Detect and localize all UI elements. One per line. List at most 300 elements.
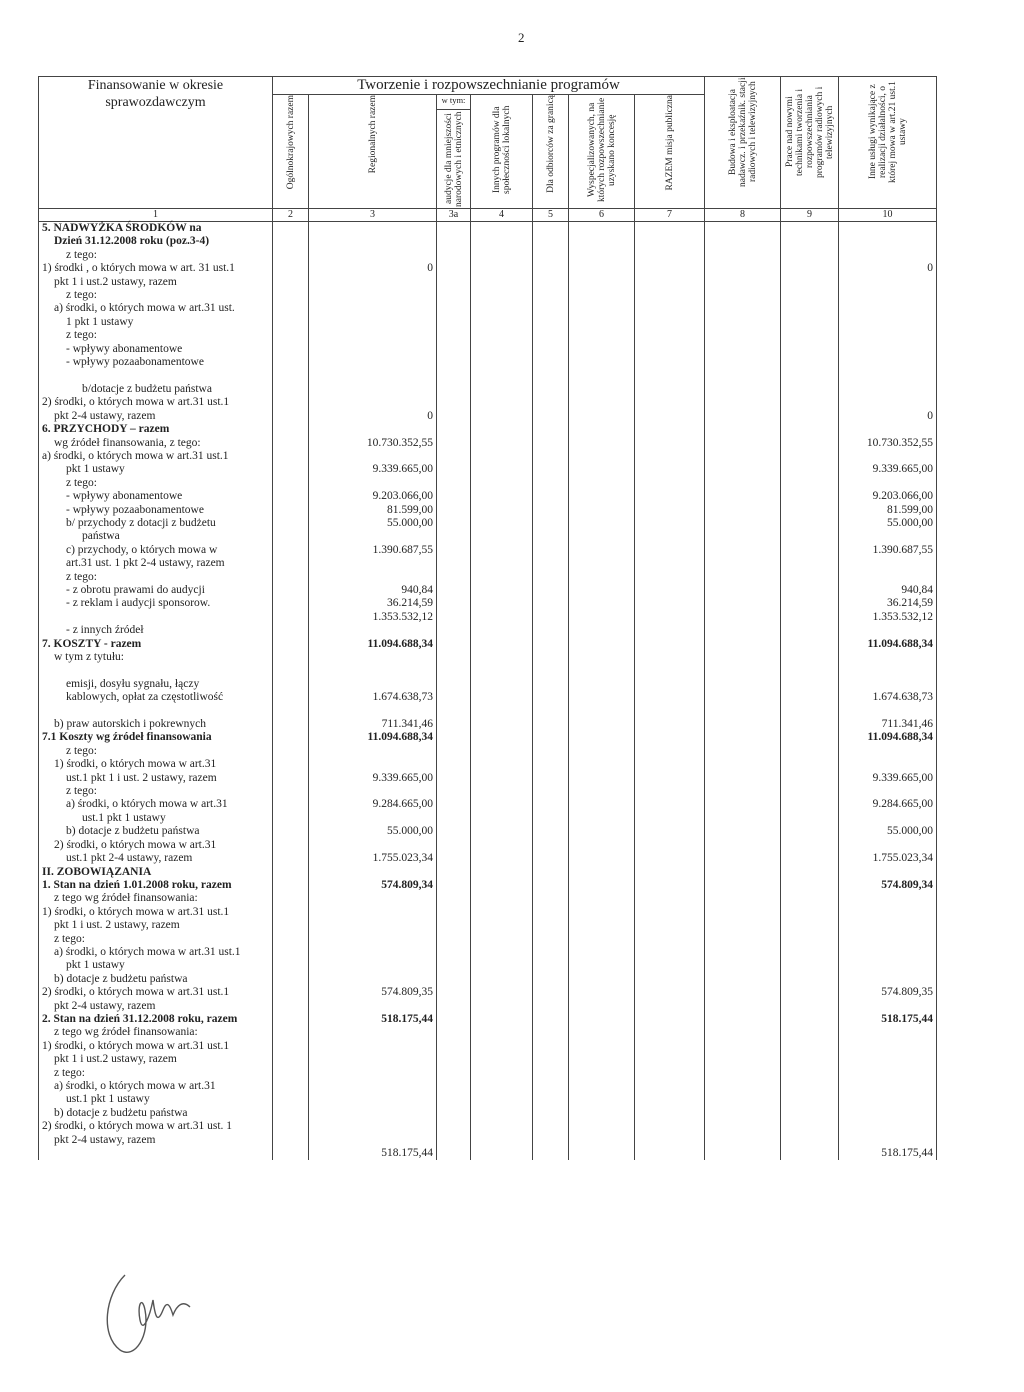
- empty-cell: [569, 1120, 635, 1133]
- empty-cell: [437, 798, 471, 811]
- row-label: z tego wg źródeł finansowania:: [39, 892, 273, 905]
- value-regional: [309, 222, 437, 236]
- row-label: 1) środki, o których mowa w art.31 ust.1: [39, 906, 273, 919]
- row-label: a) środki, o których mowa w art.31 ust.: [39, 302, 273, 315]
- row-label: ust.1 pkt 1 ustawy: [39, 1093, 273, 1106]
- empty-cell: [705, 1000, 781, 1013]
- row-label: - z innych źródeł: [39, 624, 273, 637]
- empty-cell: [635, 1053, 705, 1066]
- value-total: 10.730.352,55: [839, 437, 937, 450]
- empty-cell: [705, 933, 781, 946]
- empty-cell: [533, 892, 569, 905]
- empty-cell: [569, 1067, 635, 1080]
- empty-cell: [635, 463, 705, 476]
- empty-cell: [533, 798, 569, 811]
- value-regional: [309, 1080, 437, 1093]
- row-label: 1. Stan na dzień 1.01.2008 roku, razem: [39, 879, 273, 892]
- empty-cell: [781, 812, 839, 825]
- signature-mark: [95, 1255, 195, 1365]
- empty-cell: [273, 611, 309, 624]
- empty-cell: [569, 892, 635, 905]
- table-row: [39, 1093, 937, 1106]
- col-header-audycje: audycje dla mniejszości narodowych i etnicznych: [437, 110, 471, 209]
- empty-cell: [781, 731, 839, 744]
- row-label: pkt 2-4 ustawy, razem: [39, 1134, 273, 1147]
- empty-cell: [569, 678, 635, 691]
- empty-cell: [533, 1067, 569, 1080]
- empty-cell: [471, 329, 533, 342]
- empty-cell: [569, 879, 635, 892]
- empty-cell: [781, 276, 839, 289]
- empty-cell: [635, 235, 705, 248]
- row-label: z tego:: [39, 571, 273, 584]
- empty-cell: [273, 504, 309, 517]
- empty-cell: [533, 517, 569, 530]
- empty-cell: [569, 329, 635, 342]
- row-label: pkt 2-4 ustawy, razem: [39, 410, 273, 423]
- empty-cell: [781, 1107, 839, 1120]
- empty-cell: [781, 919, 839, 932]
- empty-cell: [635, 919, 705, 932]
- empty-cell: [635, 356, 705, 369]
- empty-cell: [471, 262, 533, 275]
- empty-cell: [533, 289, 569, 302]
- empty-cell: [781, 222, 839, 236]
- value-regional: [309, 302, 437, 315]
- empty-cell: [273, 276, 309, 289]
- empty-cell: [705, 316, 781, 329]
- empty-cell: [533, 235, 569, 248]
- empty-cell: [635, 276, 705, 289]
- value-regional: 11.094.688,34: [309, 731, 437, 744]
- empty-cell: [569, 933, 635, 946]
- empty-cell: [437, 906, 471, 919]
- empty-cell: [437, 812, 471, 825]
- empty-cell: [635, 866, 705, 879]
- empty-cell: [471, 1093, 533, 1106]
- empty-cell: [533, 584, 569, 597]
- empty-cell: [437, 249, 471, 262]
- empty-cell: [437, 973, 471, 986]
- empty-cell: [781, 892, 839, 905]
- col-number: 8: [705, 209, 781, 222]
- value-regional: [309, 678, 437, 691]
- row-label: 2) środki, o których mowa w art.31: [39, 839, 273, 852]
- row-label: a) środki, o których mowa w art.31 ust.1: [39, 946, 273, 959]
- empty-cell: [273, 678, 309, 691]
- value-regional: [309, 705, 437, 718]
- empty-cell: [781, 1093, 839, 1106]
- empty-cell: [569, 946, 635, 959]
- col-header-regionalnych: Regionalnych razem: [309, 95, 437, 209]
- empty-cell: [273, 785, 309, 798]
- empty-cell: [533, 651, 569, 664]
- empty-cell: [635, 329, 705, 342]
- empty-cell: [635, 222, 705, 236]
- value-total: [839, 973, 937, 986]
- empty-cell: [705, 678, 781, 691]
- table-row: [39, 356, 937, 369]
- value-total: [839, 919, 937, 932]
- table-row: [39, 691, 937, 704]
- empty-cell: [569, 584, 635, 597]
- value-regional: [309, 1000, 437, 1013]
- row-label: - wpływy abonamentowe: [39, 490, 273, 503]
- empty-cell: [635, 1080, 705, 1093]
- empty-cell: [635, 1147, 705, 1160]
- empty-cell: [781, 383, 839, 396]
- empty-cell: [635, 785, 705, 798]
- empty-cell: [705, 544, 781, 557]
- value-total: [839, 959, 937, 972]
- empty-cell: [569, 557, 635, 570]
- value-regional: [309, 1120, 437, 1133]
- table-row: [39, 316, 937, 329]
- empty-cell: [705, 504, 781, 517]
- row-label: z tego:: [39, 785, 273, 798]
- value-total: [839, 316, 937, 329]
- value-regional: [309, 289, 437, 302]
- row-label: pkt 1 i ust.2 ustawy, razem: [39, 276, 273, 289]
- empty-cell: [635, 490, 705, 503]
- empty-cell: [569, 1080, 635, 1093]
- table-row: [39, 597, 937, 610]
- empty-cell: [471, 758, 533, 771]
- col-header-ogolnokrajowych: Ogólnokrajowych razem: [273, 95, 309, 209]
- empty-cell: [635, 262, 705, 275]
- value-total: [839, 557, 937, 570]
- value-regional: [309, 329, 437, 342]
- empty-cell: [437, 718, 471, 731]
- empty-cell: [635, 557, 705, 570]
- empty-cell: [533, 343, 569, 356]
- empty-cell: [437, 678, 471, 691]
- empty-cell: [705, 892, 781, 905]
- row-label: - wpływy abonamentowe: [39, 343, 273, 356]
- table-row: [39, 557, 937, 570]
- value-regional: [309, 343, 437, 356]
- value-total: [839, 624, 937, 637]
- empty-cell: [569, 651, 635, 664]
- value-regional: 10.730.352,55: [309, 437, 437, 450]
- row-label: b) dotacje z budżetu państwa: [39, 1107, 273, 1120]
- value-regional: [309, 1107, 437, 1120]
- empty-cell: [437, 557, 471, 570]
- table-row: [39, 825, 937, 838]
- empty-cell: [533, 369, 569, 382]
- col-number: 5: [533, 209, 569, 222]
- row-label: pkt 1 i ust. 2 ustawy, razem: [39, 919, 273, 932]
- empty-cell: [273, 369, 309, 382]
- empty-cell: [533, 705, 569, 718]
- empty-cell: [437, 276, 471, 289]
- empty-cell: [533, 785, 569, 798]
- empty-cell: [781, 597, 839, 610]
- empty-cell: [437, 437, 471, 450]
- empty-cell: [471, 705, 533, 718]
- empty-cell: [533, 477, 569, 490]
- empty-cell: [635, 798, 705, 811]
- empty-cell: [273, 597, 309, 610]
- empty-cell: [635, 959, 705, 972]
- empty-cell: [705, 664, 781, 677]
- empty-cell: [437, 1093, 471, 1106]
- table-row: [39, 1120, 937, 1133]
- empty-cell: [705, 906, 781, 919]
- table-row: [39, 423, 937, 436]
- empty-cell: [437, 463, 471, 476]
- empty-cell: [533, 758, 569, 771]
- empty-cell: [781, 302, 839, 315]
- empty-cell: [471, 477, 533, 490]
- empty-cell: [471, 624, 533, 637]
- row-label: wg źródeł finansowania, z tego:: [39, 437, 273, 450]
- empty-cell: [437, 289, 471, 302]
- empty-cell: [569, 1147, 635, 1160]
- row-label: pkt 2-4 ustawy, razem: [39, 1000, 273, 1013]
- row-label: ust.1 pkt 2-4 ustawy, razem: [39, 852, 273, 865]
- empty-cell: [705, 825, 781, 838]
- empty-cell: [437, 396, 471, 409]
- row-label: [39, 705, 273, 718]
- empty-cell: [533, 973, 569, 986]
- empty-cell: [569, 1107, 635, 1120]
- empty-cell: [781, 530, 839, 543]
- value-total: 0: [839, 262, 937, 275]
- value-total: [839, 249, 937, 262]
- empty-cell: [705, 852, 781, 865]
- empty-cell: [635, 852, 705, 865]
- row-label: - wpływy pozaabonamentowe: [39, 504, 273, 517]
- empty-cell: [273, 892, 309, 905]
- empty-cell: [781, 316, 839, 329]
- col-header-budowa: Budowa i eksploatacja nadawcz. i przekaźnik. stacji radiowych i telewizyjnych: [705, 77, 781, 209]
- empty-cell: [437, 450, 471, 463]
- empty-cell: [781, 852, 839, 865]
- empty-cell: [635, 504, 705, 517]
- empty-cell: [437, 758, 471, 771]
- empty-cell: [781, 933, 839, 946]
- empty-cell: [533, 1147, 569, 1160]
- value-total: 518.175,44: [839, 1013, 937, 1026]
- empty-cell: [705, 785, 781, 798]
- empty-cell: [471, 866, 533, 879]
- value-total: [839, 276, 937, 289]
- empty-cell: [705, 973, 781, 986]
- empty-cell: [471, 235, 533, 248]
- empty-cell: [781, 651, 839, 664]
- row-label: ust.1 pkt 1 ustawy: [39, 812, 273, 825]
- empty-cell: [533, 450, 569, 463]
- empty-cell: [533, 222, 569, 236]
- value-total: [839, 664, 937, 677]
- value-total: 1.755.023,34: [839, 852, 937, 865]
- empty-cell: [273, 758, 309, 771]
- empty-cell: [569, 798, 635, 811]
- value-total: [839, 705, 937, 718]
- empty-cell: [471, 638, 533, 651]
- empty-cell: [533, 463, 569, 476]
- empty-cell: [635, 597, 705, 610]
- empty-cell: [471, 396, 533, 409]
- col-number: 10: [839, 209, 937, 222]
- empty-cell: [705, 879, 781, 892]
- row-label: 1) środki, o których mowa w art.31 ust.1: [39, 1040, 273, 1053]
- row-label: z tego:: [39, 1067, 273, 1080]
- empty-cell: [781, 705, 839, 718]
- empty-cell: [705, 249, 781, 262]
- empty-cell: [471, 798, 533, 811]
- empty-cell: [705, 450, 781, 463]
- value-regional: [309, 906, 437, 919]
- empty-cell: [569, 839, 635, 852]
- value-regional: [309, 557, 437, 570]
- empty-cell: [635, 892, 705, 905]
- value-total: [839, 866, 937, 879]
- table-row: [39, 986, 937, 999]
- row-label: z tego:: [39, 933, 273, 946]
- table-row: [39, 490, 937, 503]
- empty-cell: [437, 745, 471, 758]
- empty-cell: [273, 544, 309, 557]
- value-total: [839, 222, 937, 236]
- empty-cell: [705, 758, 781, 771]
- empty-cell: [273, 933, 309, 946]
- table-row: [39, 369, 937, 382]
- value-total: [839, 651, 937, 664]
- empty-cell: [273, 1093, 309, 1106]
- empty-cell: [533, 986, 569, 999]
- table-row: [39, 919, 937, 932]
- w-tym-label: w tym:: [437, 95, 471, 110]
- table-row: [39, 1013, 937, 1026]
- empty-cell: [569, 1093, 635, 1106]
- empty-cell: [781, 249, 839, 262]
- col-number: 3a: [437, 209, 471, 222]
- empty-cell: [471, 490, 533, 503]
- value-regional: [309, 651, 437, 664]
- empty-cell: [705, 1147, 781, 1160]
- empty-cell: [471, 1026, 533, 1039]
- value-total: 11.094.688,34: [839, 638, 937, 651]
- empty-cell: [569, 504, 635, 517]
- empty-cell: [273, 302, 309, 315]
- table-row: [39, 1080, 937, 1093]
- table-row: [39, 785, 937, 798]
- empty-cell: [781, 584, 839, 597]
- empty-cell: [437, 262, 471, 275]
- value-regional: [309, 745, 437, 758]
- empty-cell: [471, 772, 533, 785]
- empty-cell: [471, 343, 533, 356]
- empty-cell: [569, 825, 635, 838]
- empty-cell: [273, 852, 309, 865]
- empty-cell: [273, 1000, 309, 1013]
- col-number: 9: [781, 209, 839, 222]
- empty-cell: [569, 222, 635, 236]
- value-regional: 9.339.665,00: [309, 772, 437, 785]
- col-header-wyspecjalizowanych: Wyspecjalizowanych, na których rozpowszechnianie uzyskano koncesję: [569, 95, 635, 209]
- empty-cell: [437, 302, 471, 315]
- empty-cell: [635, 1120, 705, 1133]
- empty-cell: [437, 933, 471, 946]
- empty-cell: [273, 450, 309, 463]
- empty-cell: [533, 678, 569, 691]
- empty-cell: [705, 517, 781, 530]
- empty-cell: [533, 825, 569, 838]
- value-regional: 9.339.665,00: [309, 463, 437, 476]
- empty-cell: [437, 1040, 471, 1053]
- empty-cell: [781, 289, 839, 302]
- empty-cell: [533, 1107, 569, 1120]
- empty-cell: [471, 973, 533, 986]
- col-header-prace: Prace nad nowymi technikami tworzenia i rozpowszechniania programów radiowych i telewizyjnych: [781, 77, 839, 209]
- empty-cell: [533, 557, 569, 570]
- empty-cell: [533, 490, 569, 503]
- value-total: 9.203.066,00: [839, 490, 937, 503]
- empty-cell: [705, 1120, 781, 1133]
- empty-cell: [273, 1134, 309, 1147]
- table-row: [39, 1067, 937, 1080]
- empty-cell: [569, 973, 635, 986]
- empty-cell: [273, 691, 309, 704]
- table-row: [39, 450, 937, 463]
- value-total: 574.809,34: [839, 879, 937, 892]
- empty-cell: [437, 490, 471, 503]
- empty-cell: [569, 517, 635, 530]
- value-total: 36.214,59: [839, 597, 937, 610]
- empty-cell: [273, 986, 309, 999]
- empty-cell: [437, 919, 471, 932]
- empty-cell: [437, 772, 471, 785]
- value-regional: 711.341,46: [309, 718, 437, 731]
- table-row: [39, 973, 937, 986]
- table-row: [39, 611, 937, 624]
- empty-cell: [705, 651, 781, 664]
- value-regional: [309, 530, 437, 543]
- empty-cell: [533, 249, 569, 262]
- value-total: [839, 356, 937, 369]
- value-total: 55.000,00: [839, 517, 937, 530]
- table-row: [39, 343, 937, 356]
- empty-cell: [533, 1093, 569, 1106]
- empty-cell: [569, 369, 635, 382]
- empty-cell: [635, 638, 705, 651]
- row-label: 1 pkt 1 ustawy: [39, 316, 273, 329]
- empty-cell: [273, 1040, 309, 1053]
- table-row: [39, 383, 937, 396]
- value-total: 11.094.688,34: [839, 731, 937, 744]
- empty-cell: [273, 249, 309, 262]
- table-row: [39, 1026, 937, 1039]
- empty-cell: [437, 530, 471, 543]
- empty-cell: [635, 1093, 705, 1106]
- table-row: [39, 879, 937, 892]
- empty-cell: [437, 1080, 471, 1093]
- empty-cell: [705, 638, 781, 651]
- empty-cell: [471, 919, 533, 932]
- empty-cell: [569, 463, 635, 476]
- empty-cell: [471, 584, 533, 597]
- empty-cell: [569, 772, 635, 785]
- empty-cell: [781, 1134, 839, 1147]
- empty-cell: [533, 410, 569, 423]
- empty-cell: [705, 276, 781, 289]
- empty-cell: [781, 1040, 839, 1053]
- value-regional: [309, 423, 437, 436]
- value-regional: 9.203.066,00: [309, 490, 437, 503]
- empty-cell: [705, 343, 781, 356]
